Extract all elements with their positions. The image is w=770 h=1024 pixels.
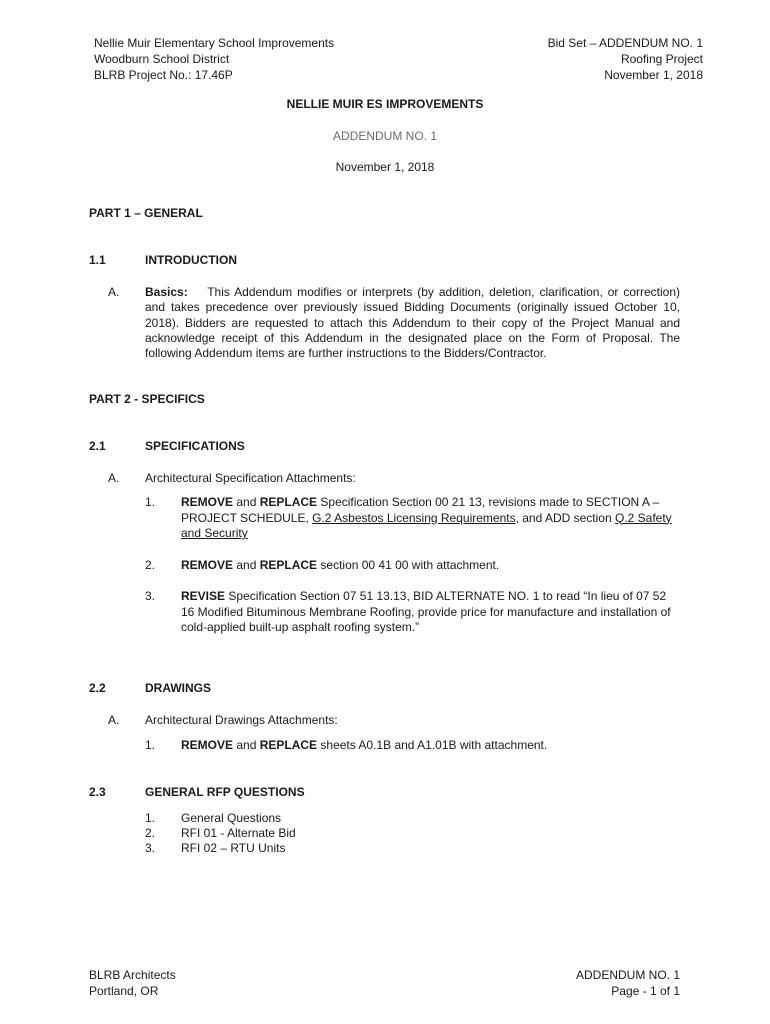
part2-heading: PART 2 - SPECIFICS	[89, 392, 205, 406]
school-district: Woodburn School District	[94, 52, 230, 66]
revise-keyword: REVISE	[181, 589, 226, 603]
conjunction: and	[233, 495, 260, 509]
project-name: Nellie Muir Elementary School Improvements	[94, 36, 335, 50]
list-item-number: 1.	[145, 738, 156, 752]
list-item-number: 2.	[145, 558, 156, 572]
basics-text: This Addendum modifies or interprets (by addition, deletion, clarification, or correction) and takes precedence over previously issued Bidding Documents (originally issued October 10, 2018). Bidders are requested to attach this Addendum to their copy of the Project Manual and acknowledge receipt of this Addendum in the designated place on the Form of Proposal. The following Addendum items are further instructions to the Bidders/Contractor.	[145, 285, 681, 361]
list-item: RFI 01 - Alternate Bid	[181, 826, 296, 840]
firm-name: BLRB Architects	[89, 968, 176, 982]
list-item	[181, 738, 680, 754]
addendum-number: ADDENDUM NO. 1	[332, 129, 437, 143]
item-text: Specification Section 07 51 13.13, BID ALTERNATE NO. 1 to read “In lieu of 07 52 16 Modified Bituminous Membrane Roofing, provide price for manufacture and installation of cold-applied built-up asphalt roofing system.”	[181, 589, 671, 634]
list-item	[181, 558, 680, 574]
item-text: sheets A0.1B and A1.01B with attachment.	[317, 738, 548, 752]
remove-keyword: REMOVE	[181, 495, 234, 509]
document-header-left	[94, 36, 334, 84]
bid-set-label: Bid Set – ADDENDUM NO. 1	[547, 36, 703, 50]
basics-label: Basics:	[145, 285, 188, 299]
list-item-number: 3.	[145, 589, 156, 603]
replace-keyword: REPLACE	[259, 738, 318, 752]
document-header-right	[548, 36, 703, 84]
list-item: General Questions	[181, 811, 282, 825]
firm-location: Portland, OR	[89, 984, 159, 998]
safety-security-link[interactable]: Q.2 Safety and Security	[181, 510, 672, 540]
section-2-2-number: 2.2	[89, 681, 106, 695]
list-item: RFI 02 – RTU Units	[181, 841, 286, 855]
project-type: Roofing Project	[620, 52, 703, 66]
page-number: Page - 1 of 1	[611, 984, 680, 998]
item-text: Specification Section 00 21 13, revisions made to SECTION A – PROJECT SCHEDULE,	[181, 495, 660, 525]
header-date: November 1, 2018	[604, 68, 703, 82]
list-item-number: 3.	[145, 841, 156, 855]
list-item-number: 2.	[145, 826, 156, 840]
item-text: , and ADD section	[515, 510, 615, 525]
section-2-2-title: DRAWINGS	[145, 681, 211, 695]
list-item	[181, 495, 680, 542]
asbestos-requirements-link[interactable]: G.2 Asbestos Licensing Requirements	[312, 510, 516, 525]
list-item	[181, 589, 680, 636]
section-2-3-number: 2.3	[89, 785, 106, 799]
item-letter: A.	[108, 471, 120, 485]
replace-keyword: REPLACE	[259, 558, 318, 572]
drawings-attachments-intro: Architectural Drawings Attachments:	[145, 713, 338, 727]
conjunction: and	[233, 738, 260, 752]
conjunction: and	[233, 558, 260, 572]
item-text: section 00 41 00 with attachment.	[317, 558, 500, 572]
item-letter: A.	[108, 285, 120, 299]
basics-paragraph	[145, 285, 680, 361]
replace-keyword: REPLACE	[259, 495, 318, 509]
section-2-3-title: GENERAL RFP QUESTIONS	[145, 785, 305, 799]
spec-attachments-intro: Architectural Specification Attachments:	[145, 471, 356, 485]
part1-heading: PART 1 – GENERAL	[89, 206, 203, 220]
list-item-number: 1.	[145, 811, 156, 825]
remove-keyword: REMOVE	[181, 558, 234, 572]
footer-addendum: ADDENDUM NO. 1	[575, 968, 680, 982]
section-1-1-title: INTRODUCTION	[145, 253, 237, 267]
item-letter: A.	[108, 713, 120, 727]
project-number: BLRB Project No.: 17.46P	[94, 68, 233, 82]
addendum-date: November 1, 2018	[335, 160, 435, 174]
section-2-1-number: 2.1	[89, 439, 106, 453]
section-2-1-title: SPECIFICATIONS	[145, 439, 245, 453]
list-item-number: 1.	[145, 495, 156, 509]
document-footer-right	[576, 968, 680, 1000]
section-1-1-number: 1.1	[89, 253, 106, 267]
document-footer-left	[89, 968, 176, 1000]
remove-keyword: REMOVE	[181, 738, 234, 752]
document-title: NELLIE MUIR ES IMPROVEMENTS	[286, 97, 484, 111]
